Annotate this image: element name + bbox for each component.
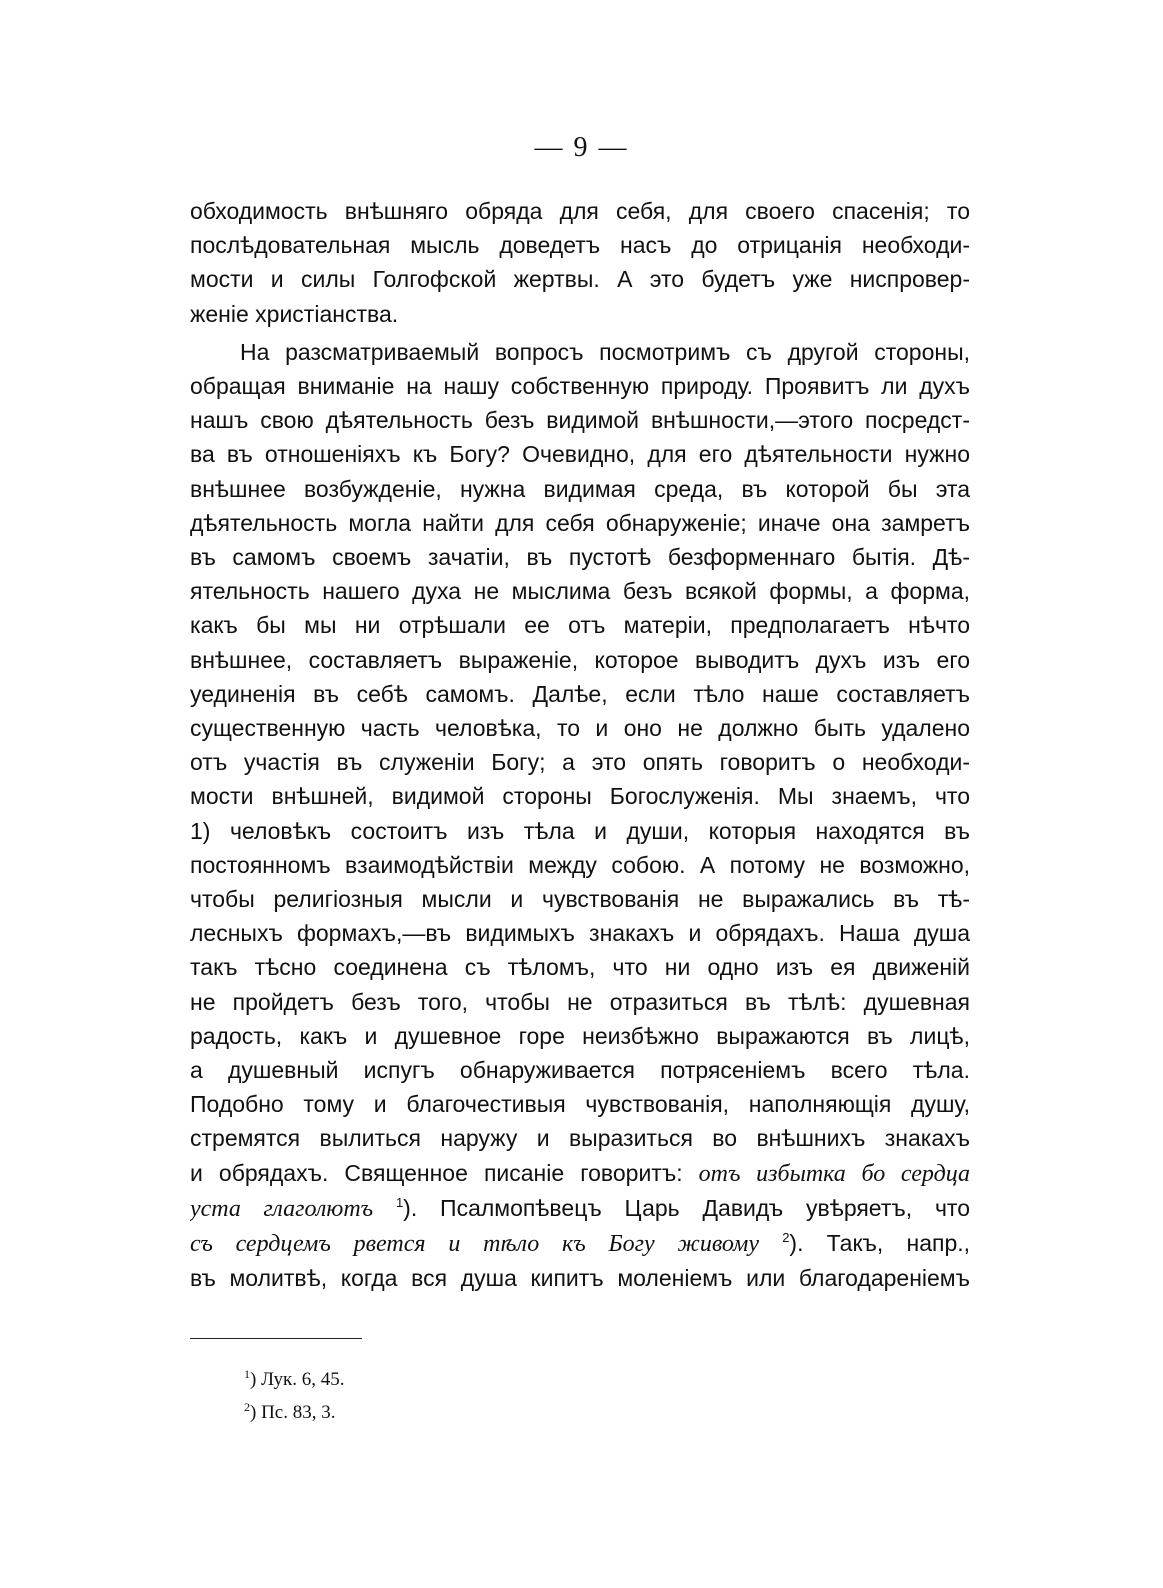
footnote-mark: 2 xyxy=(244,1400,250,1414)
text-line: уединенія въ себѣ самомъ. Далѣе, если тѣло наше составляетъ xyxy=(190,680,970,707)
text-line: постоянномъ взаимодѣйствіи между собою. А потому не возможно, xyxy=(190,851,970,878)
text-line: лесныхъ формахъ,—въ видимыхъ знакахъ и обрядахъ. Наша душа xyxy=(190,920,970,947)
text-line: чтобы религіозныя мысли и чувствованія не выражались въ тѣ- xyxy=(190,886,970,913)
text-line: существенную часть человѣка, то и оно не должно быть удалено xyxy=(190,715,970,742)
text-line: Подобно тому и благочестивыя чувствованія, наполняющія душу, xyxy=(190,1091,970,1118)
page-number: — 9 — xyxy=(534,132,629,163)
text-line: внѣшнее, составляетъ выраженіе, которое выводитъ духъ изъ его xyxy=(190,646,970,673)
text-line: На разсматриваемый вопросъ посмотримъ съ другой стороны, xyxy=(240,338,970,365)
text-line: въ молитвѣ, когда вся душа кипитъ моленіемъ или благодареніемъ xyxy=(190,1265,970,1292)
text-line-quote2 xyxy=(190,1226,970,1261)
text-segment: ). Такъ, напр., xyxy=(789,1230,970,1257)
text-line: ва въ отношеніяхъ къ Богу? Очевидно, для его дѣятельности нужно xyxy=(190,441,970,468)
text-line: радость, какъ и душевное горе неизбѣжно выражаются въ лицѣ, xyxy=(190,1022,970,1049)
text-line: отъ участія въ служеніи Богу; а это опять говоритъ о необходи- xyxy=(190,749,970,776)
text-line: обращая вниманіе на нашу собственную природу. Проявитъ ли духъ xyxy=(190,373,970,400)
text-segment: ). Псалмопѣвецъ Царь Давидъ увѣряетъ, что xyxy=(403,1194,970,1221)
text-line: стремятся вылиться наружу и выразиться во внѣшнихъ знакахъ xyxy=(190,1125,970,1152)
text-line: въ самомъ своемъ зачатіи, въ пустотѣ безформеннаго бытія. Дѣ- xyxy=(190,544,970,571)
text-line: послѣдовательная мысль доведетъ насъ до отрицанія необходи- xyxy=(190,232,970,259)
text-line: такъ тѣсно соединена съ тѣломъ, что ни одно изъ ея движеній xyxy=(190,954,970,981)
footnote-ref: 1 xyxy=(395,1194,404,1210)
footnote-1 xyxy=(244,1363,344,1396)
scripture-quote: отъ избытка бо сердца xyxy=(698,1160,970,1187)
text-line: дѣятельность могла найти для себя обнаруженіе; иначе она замретъ xyxy=(190,509,970,536)
text-line: нашъ свою дѣятельность безъ видимой внѣшности,—этого посредст- xyxy=(190,407,970,434)
text-line-quote1 xyxy=(190,1156,970,1191)
footnote-2 xyxy=(244,1396,344,1429)
text-segment: и обрядахъ. Священное писаніе говоритъ: xyxy=(190,1159,699,1186)
footnotes xyxy=(244,1363,344,1429)
paragraph-continuation xyxy=(190,194,970,331)
footnote-text: ) Лук. 6, 45. xyxy=(250,1369,345,1390)
text-line: обходимость внѣшняго обряда для себя, для своего спасенія; то xyxy=(190,198,970,224)
text-line: мости внѣшней, видимой стороны Богослуженія. Мы знаемъ, что xyxy=(190,783,970,810)
text-line: не пройдетъ безъ того, чтобы не отразиться въ тѣлѣ: душевная xyxy=(190,988,970,1015)
text-line: какъ бы мы ни отрѣшали ее отъ матеріи, предполагаетъ нѣчто xyxy=(190,612,970,639)
text-line: 1) человѣкъ состоитъ изъ тѣла и души, которыя находятся въ xyxy=(190,817,970,844)
text-line: внѣшнее возбужденіе, нужна видимая среда, въ которой бы эта xyxy=(190,475,970,502)
text-line-quote1-end xyxy=(190,1191,970,1226)
body-text xyxy=(190,194,970,1296)
text-line: а душевный испугъ обнаруживается потрясеніемъ всего тѣла. xyxy=(190,1057,970,1084)
footnote-mark: 1 xyxy=(244,1367,250,1381)
text-line: мости и силы Голгофской жертвы. А это будетъ уже ниспровер- xyxy=(190,266,970,293)
text-line: женіе христіанства. xyxy=(190,300,399,327)
text-line: ятельность нашего духа не мыслима безъ всякой формы, а форма, xyxy=(190,578,970,605)
footnote-text: ) Пс. 83, 3. xyxy=(250,1402,336,1423)
footnote-divider xyxy=(190,1338,362,1339)
scripture-quote: уста глаголютъ xyxy=(190,1195,374,1222)
footnote-ref: 2 xyxy=(782,1230,790,1246)
scripture-quote: съ сердцемъ рвется и тѣло къ Богу живому xyxy=(190,1231,759,1258)
paragraph-main xyxy=(190,335,970,1296)
